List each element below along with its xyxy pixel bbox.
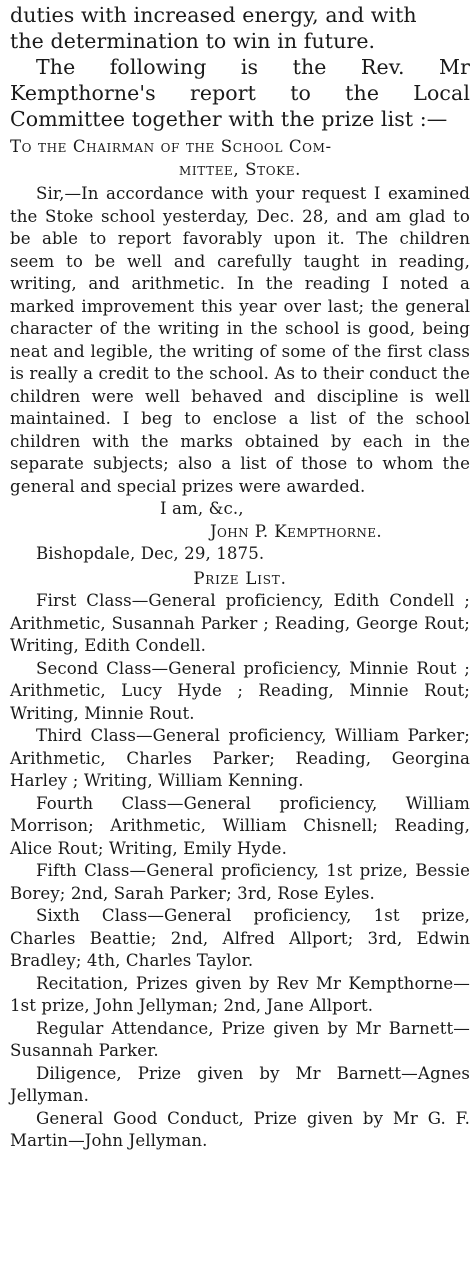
intro-line-2: the determination to win in future. bbox=[10, 29, 376, 53]
prize-entry-sixth-class: Sixth Class—General proficiency, 1st prize, Charles Beattie; 2nd, Alfred Allport; 3rd, Edwin Bradley; 4th, Charles Taylor. bbox=[10, 906, 470, 970]
intro-paragraph: The following is the Rev. Mr Kempthorne's report to the Local Committee together with the prize list :— bbox=[10, 55, 470, 131]
letter-signature: John P. Kempthorne. bbox=[210, 521, 383, 541]
prize-entry-second-class: Second Class—General proficiency, Minnie Rout ; Arithmetic, Lucy Hyde ; Reading, Minnie Rout; Writing, Minnie Rout. bbox=[10, 658, 470, 723]
letter-body: Sir,—In accordance with your request I examined the Stoke school yesterday, Dec. 28, and am glad to be able to report favorably upon it. The children seem to be well and carefully taught in reading, writing, and arithmetic. In the reading I noted a marked improvement this year over last; the general character of the writing in the school is good, being neat and legible, the writing of some of the first class is really a credit to the school. As to their conduct the children were well behaved and discipline is well maintained. I beg to enclose a list of the school children with the marks obtained by each in the separate subjects; also a list of those to whom the general and special prizes were awarded. bbox=[10, 184, 470, 496]
prize-entry-first-class: First Class—General proficiency, Edith Condell ; Arithmetic, Susannah Parker ; Reading, George Rout; Writing, Edith Condell. bbox=[10, 591, 470, 655]
prize-list-heading: Prize List. bbox=[193, 568, 287, 588]
prize-entry-fifth-class: Fifth Class—General proficiency, 1st prize, Bessie Borey; 2nd, Sarah Parker; 3rd, Rose Eyles. bbox=[10, 861, 470, 903]
intro-line-1: duties with increased energy, and with bbox=[10, 3, 417, 27]
prize-entry-diligence: Diligence, Prize given by Mr Barnett—Agnes Jellyman. bbox=[10, 1063, 470, 1105]
prize-entry-regular-attendance: Regular Attendance, Prize given by Mr Barnett—Susannah Parker. bbox=[10, 1018, 470, 1060]
letter-place-date: Bishopdale, Dec, 29, 1875. bbox=[36, 544, 265, 563]
prize-entry-recitation: Recitation, Prizes given by Rev Mr Kempthorne—1st prize, John Jellyman; 2nd, Jane Allport. bbox=[10, 973, 470, 1015]
letter-address-line-1: To the Chairman of the School Com- bbox=[10, 137, 332, 156]
prize-entry-fourth-class: Fourth Class—General proficiency, William Morrison; Arithmetic, William Chisnell; Reading, Alice Rout; Writing, Emily Hyde. bbox=[10, 793, 470, 858]
prize-list bbox=[10, 590, 470, 1153]
prize-entry-third-class: Third Class—General proficiency, William Parker; Arithmetic, Charles Parker; Reading, Georgina Harley ; Writing, William Kenning. bbox=[10, 726, 470, 790]
prize-entry-general-good-conduct: General Good Conduct, Prize given by Mr G. F. Martin—John Jellyman. bbox=[10, 1108, 470, 1150]
letter-address-line-2: mittee, Stoke. bbox=[179, 159, 301, 179]
letter-closing: I am, &c., bbox=[160, 499, 244, 518]
